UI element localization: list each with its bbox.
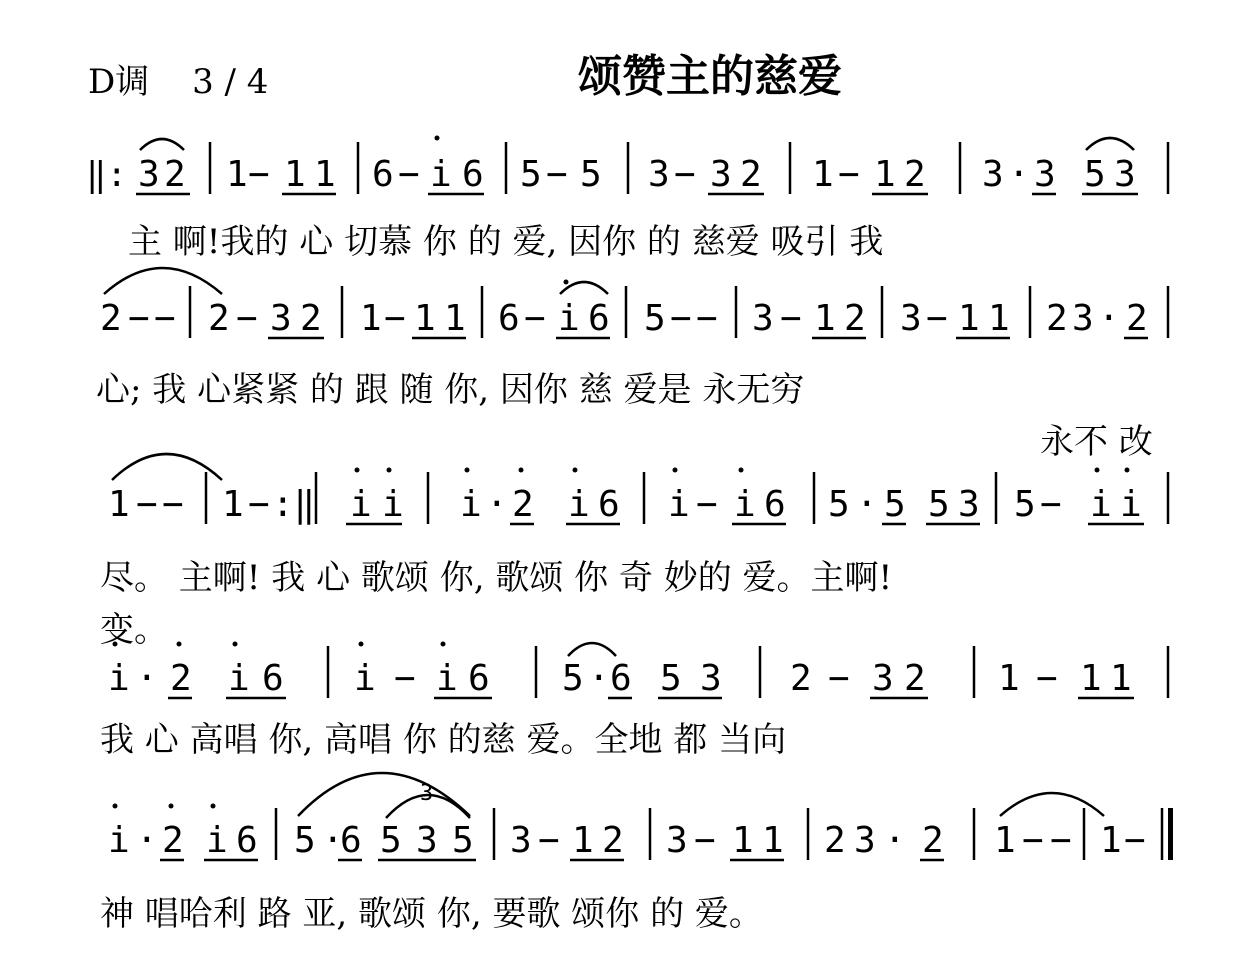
- svg-text:3: 3: [958, 484, 980, 525]
- svg-text:1: 1: [1100, 820, 1122, 861]
- svg-text:1: 1: [812, 154, 834, 195]
- svg-text:−: −: [1022, 820, 1044, 861]
- svg-text:2: 2: [922, 820, 944, 861]
- svg-text:−: −: [248, 154, 270, 195]
- svg-text:−: −: [926, 298, 948, 339]
- svg-text:−: −: [162, 484, 184, 525]
- svg-text:1: 1: [874, 154, 896, 195]
- svg-text:i: i: [228, 658, 250, 699]
- svg-text:6: 6: [372, 154, 394, 195]
- svg-text:1: 1: [814, 298, 836, 339]
- svg-text:5: 5: [562, 658, 584, 699]
- svg-text:1: 1: [572, 820, 594, 861]
- svg-text:−: −: [694, 820, 716, 861]
- system-2-lyrics: 心; 我 心紧紧 的 跟 随 你, 因你 慈 爱是 永无穷: [96, 370, 805, 410]
- svg-text:1: 1: [1080, 658, 1102, 699]
- svg-text::‖: :‖: [272, 484, 316, 525]
- system-1-lyrics: 主 啊!我的 心 切慕 你 的 爱, 因你 的 慈爱 吸引 我: [128, 222, 884, 262]
- svg-text:3: 3: [872, 658, 894, 699]
- time-signature: 3 / 4: [192, 62, 269, 102]
- svg-text:−: −: [1040, 484, 1062, 525]
- svg-text:3: 3: [648, 154, 670, 195]
- svg-text:5: 5: [452, 820, 474, 861]
- svg-text:−: −: [538, 820, 560, 861]
- svg-text:·: ·: [1098, 298, 1120, 339]
- svg-text:6: 6: [262, 658, 284, 699]
- svg-text:5: 5: [828, 484, 850, 525]
- svg-text:2: 2: [1046, 298, 1068, 339]
- svg-text:6: 6: [340, 820, 362, 861]
- svg-text:·: ·: [136, 820, 158, 861]
- svg-text:2: 2: [904, 658, 926, 699]
- svg-text:6: 6: [462, 154, 484, 195]
- svg-text:3: 3: [900, 298, 922, 339]
- svg-text:·: ·: [1008, 154, 1030, 195]
- svg-text:6: 6: [588, 298, 610, 339]
- svg-text:−: −: [674, 154, 696, 195]
- svg-text:−: −: [838, 154, 860, 195]
- svg-text:5: 5: [660, 658, 682, 699]
- svg-text:·: ·: [136, 658, 158, 699]
- svg-text:i: i: [108, 658, 130, 699]
- svg-text:−: −: [136, 484, 158, 525]
- svg-text:i: i: [1090, 484, 1112, 525]
- svg-text:i: i: [734, 484, 756, 525]
- svg-text:3: 3: [700, 658, 722, 699]
- svg-text:5: 5: [380, 820, 402, 861]
- system-4-notation: [108, 658, 1132, 699]
- svg-text:1: 1: [444, 298, 466, 339]
- svg-text:−: −: [394, 658, 416, 699]
- system-3-lyrics: 尽。 主啊! 我 心 歌颂 你, 歌颂 你 奇 妙的 爱。主啊!: [100, 558, 893, 598]
- svg-text:2: 2: [904, 154, 926, 195]
- svg-text:2: 2: [300, 298, 322, 339]
- svg-text:−: −: [236, 298, 258, 339]
- svg-text:3: 3: [138, 154, 160, 195]
- svg-text:i: i: [206, 820, 228, 861]
- svg-text:5: 5: [644, 298, 666, 339]
- svg-text:5: 5: [520, 154, 542, 195]
- svg-text:i: i: [558, 298, 580, 339]
- svg-text:−: −: [780, 298, 802, 339]
- svg-text:i: i: [430, 154, 452, 195]
- key-signature: D调: [88, 62, 150, 102]
- svg-text:2: 2: [1126, 298, 1148, 339]
- svg-text:3: 3: [710, 154, 732, 195]
- svg-text:1: 1: [1110, 658, 1132, 699]
- svg-text:−: −: [398, 154, 420, 195]
- system-1-notation: [86, 154, 1136, 195]
- svg-text:2: 2: [164, 154, 186, 195]
- svg-text:1: 1: [762, 820, 784, 861]
- svg-text:2: 2: [208, 298, 230, 339]
- svg-text:2: 2: [740, 154, 762, 195]
- svg-text:6: 6: [236, 820, 258, 861]
- svg-text:i: i: [668, 484, 690, 525]
- svg-text:−: −: [1050, 820, 1072, 861]
- svg-text:3: 3: [854, 820, 876, 861]
- song-title: 颂赞主的慈爱: [578, 51, 842, 102]
- svg-text:3: 3: [1114, 154, 1136, 195]
- svg-text:i: i: [354, 658, 376, 699]
- svg-text:3: 3: [1034, 154, 1056, 195]
- system-5-notation: [108, 781, 1146, 861]
- svg-text:2: 2: [790, 658, 812, 699]
- svg-text:1: 1: [222, 484, 244, 525]
- svg-text:‖:: ‖:: [86, 155, 127, 195]
- svg-text:2: 2: [824, 820, 846, 861]
- svg-text:6: 6: [498, 298, 520, 339]
- svg-text:5: 5: [1014, 484, 1036, 525]
- svg-text:−: −: [248, 484, 270, 525]
- system-4-lyrics: 我 心 高唱 你, 高唱 你 的慈 爱。全地 都 当向: [100, 720, 787, 760]
- svg-text:−: −: [696, 298, 718, 339]
- svg-text:i: i: [350, 484, 372, 525]
- svg-text:3: 3: [1072, 298, 1094, 339]
- svg-text:3: 3: [752, 298, 774, 339]
- svg-text:1: 1: [314, 154, 336, 195]
- svg-text:−: −: [1036, 658, 1058, 699]
- svg-text:−: −: [546, 154, 568, 195]
- system-2-notation: [100, 298, 1148, 339]
- svg-text:6: 6: [468, 658, 490, 699]
- svg-text:−: −: [384, 298, 406, 339]
- svg-text:3: 3: [270, 298, 292, 339]
- system-5-lyrics: 神 唱哈利 路 亚, 歌颂 你, 要歌 颂你 的 爱。: [100, 894, 763, 934]
- svg-text:3: 3: [416, 820, 438, 861]
- svg-text:−: −: [696, 484, 718, 525]
- svg-text:2: 2: [512, 484, 534, 525]
- svg-text:·: ·: [884, 820, 906, 861]
- svg-text:1: 1: [988, 298, 1010, 339]
- svg-text:3: 3: [982, 154, 1004, 195]
- svg-text:5: 5: [884, 484, 906, 525]
- svg-text:−: −: [154, 298, 176, 339]
- svg-text:i: i: [382, 484, 404, 525]
- svg-text:6: 6: [598, 484, 620, 525]
- svg-text:3: 3: [420, 781, 434, 806]
- svg-text:2: 2: [602, 820, 624, 861]
- system-3-notation: [108, 484, 1142, 525]
- svg-text:1: 1: [958, 298, 980, 339]
- svg-text:i: i: [1120, 484, 1142, 525]
- svg-text:−: −: [670, 298, 692, 339]
- svg-text:5: 5: [294, 820, 316, 861]
- svg-text:1: 1: [994, 820, 1016, 861]
- svg-text:1: 1: [360, 298, 382, 339]
- svg-text:−: −: [828, 658, 850, 699]
- svg-text:1: 1: [284, 154, 306, 195]
- svg-text:i: i: [460, 484, 482, 525]
- svg-text:1: 1: [998, 658, 1020, 699]
- svg-text:−: −: [1124, 820, 1146, 861]
- svg-text:5: 5: [928, 484, 950, 525]
- svg-text:2: 2: [844, 298, 866, 339]
- svg-text:2: 2: [162, 820, 184, 861]
- svg-text:5: 5: [1084, 154, 1106, 195]
- svg-text:i: i: [568, 484, 590, 525]
- svg-text:·: ·: [322, 820, 344, 861]
- svg-text:−: −: [128, 298, 150, 339]
- svg-text:5: 5: [580, 154, 602, 195]
- svg-text:·: ·: [856, 484, 878, 525]
- svg-text:i: i: [108, 820, 130, 861]
- svg-text:2: 2: [170, 658, 192, 699]
- svg-text:1: 1: [732, 820, 754, 861]
- svg-text:·: ·: [486, 484, 508, 525]
- svg-text:1: 1: [226, 154, 248, 195]
- svg-text:1: 1: [414, 298, 436, 339]
- svg-text:3: 3: [666, 820, 688, 861]
- svg-text:1: 1: [108, 484, 130, 525]
- system-2-lyrics-alt: 永不 改: [1040, 422, 1153, 462]
- system-3-lyrics-alt: 变。: [100, 610, 168, 650]
- svg-text:i: i: [436, 658, 458, 699]
- svg-text:6: 6: [764, 484, 786, 525]
- svg-text:·: ·: [588, 658, 610, 699]
- svg-text:3: 3: [510, 820, 532, 861]
- svg-text:−: −: [524, 298, 546, 339]
- svg-text:6: 6: [610, 658, 632, 699]
- svg-text:2: 2: [100, 298, 122, 339]
